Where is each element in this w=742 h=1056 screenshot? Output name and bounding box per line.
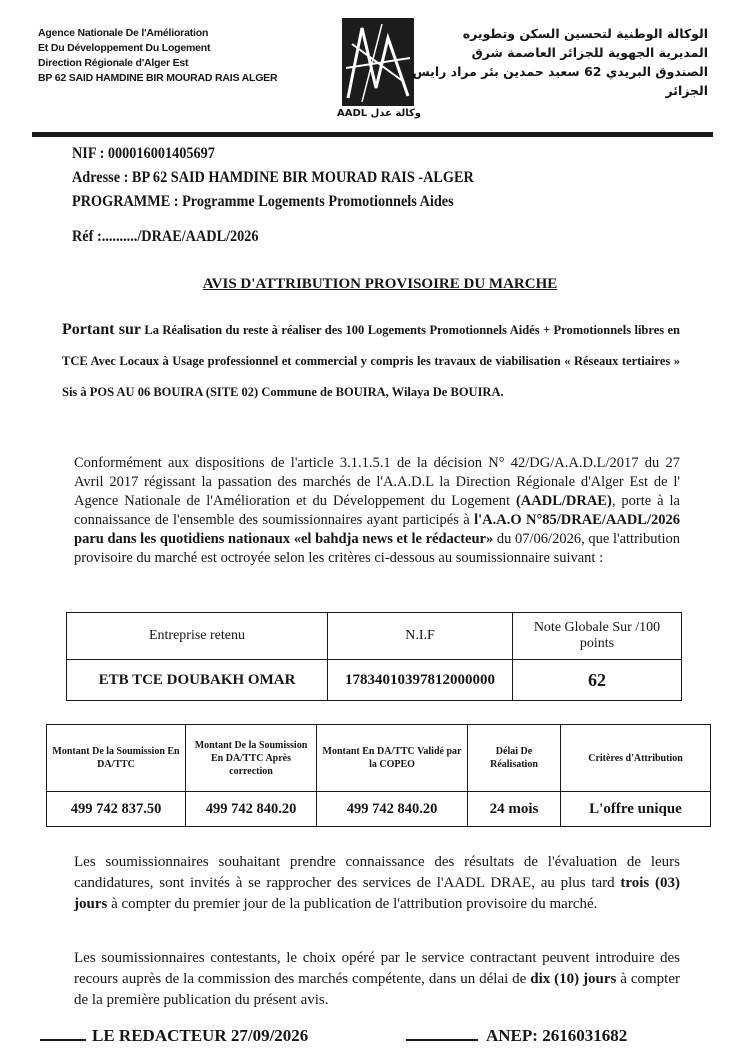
- awardee-table: [66, 612, 682, 701]
- arabic-line-2: المديرية الجهوية للجزائر العاصمة شرق: [471, 45, 708, 60]
- newspaper-date: LE REDACTEUR 27/09/2026: [92, 1026, 309, 1045]
- table-header-cell: Entreprise retenu: [67, 613, 328, 660]
- award-criteria: L'offre unique: [561, 792, 711, 827]
- reference-line: Réf :........../DRAE/AADL/2026: [72, 228, 259, 245]
- logo-mark: [342, 18, 414, 106]
- regulation-paragraph: Conformément aux dispositions de l'article 3.1.1.5.1 de la décision N° 42/DG/A.A.D.L/2017 du 27 Avril 2017 régissant la passation des marchés de l'A.A.D.L la Direction Régionale d'Alger Est de l' Agence Nationale de l'Amélioration et du Développement du Logement (AADL/DRAE), porte à la connaissance de l'ensemble des soumissionnaires ayant participés à l'A.A.O N°85/DRAE/AADL/2026 paru dans les quotidiens nationaux «el bahdja news et le rédacteur» du 07/06/2026, que l'attribution provisoire du marché est octroyée selon les critères ci-dessous au soumissionnaire suivant :: [74, 455, 681, 566]
- arabic-line-4: الجزائر: [665, 83, 708, 98]
- programme-line: [72, 193, 454, 211]
- logo-pattern-icon: [342, 18, 414, 106]
- table-row: [67, 613, 682, 660]
- table-header-cell: Montant En DA/TTC Validé par la COPEO: [317, 725, 468, 792]
- appeal-paragraph: Les soumissionnaires contestants, le choix opéré par le service contractant peuvent introduire des recours auprès de la commission des marchés compétente, dans un délai de dix (10) jours à compter de la première publication du présent avis.: [74, 950, 680, 1008]
- notice-title: AVIS D'ATTRIBUTION PROVISOIRE DU MARCHE: [202, 276, 558, 292]
- agency-name-line-1: Agence Nationale De l'Amélioration: [38, 27, 209, 39]
- table-header-cell: Critères d'Attribution: [561, 725, 711, 792]
- awardee-score: 62: [513, 660, 682, 701]
- programme-value: Programme Logements Promotionnels Aides: [182, 193, 454, 210]
- awardee-nif: 17834010397812000000: [328, 660, 513, 701]
- amounts-table: [46, 724, 711, 827]
- amount-corrected: 499 742 840.20: [186, 792, 317, 827]
- nif-line: NIF : 000016001405697: [72, 145, 215, 162]
- regional-direction: Direction Régionale d'Alger Est: [38, 57, 189, 69]
- anep-number: ANEP: 2616031682: [486, 1026, 628, 1045]
- publication-footer: [40, 1026, 720, 1054]
- header-arabic-block: [412, 24, 708, 100]
- header-french-block: [38, 26, 338, 86]
- subject-text: La Réalisation du reste à réaliser des 100 Logements Promotionnels Aidés + Promotionnels libres en TCE Avec Locaux à Usage professionnel et commercial y compris les travaux de viabilisation « Réseaux tertiaires » Sis à POS AU 06 BOUIRA (SITE 02) Commune de BOUIRA, Wilaya De BOUIRA.: [62, 323, 681, 399]
- consultation-paragraph: Les soumissionnaires souhaitant prendre connaissance des résultats de l'évaluation de leurs candidatures, sont invités à se rapprocher des services de l'AADL DRAE, au plus tard trois (03) jours à compter du premier jour de la publication de l'attribution provisoire du marché.: [74, 854, 680, 912]
- table-header-cell: Montant De la Soumission En DA/TTC: [47, 725, 186, 792]
- subject-lead: Portant sur: [62, 321, 141, 338]
- agency-name-line-2: Et Du Développement Du Logement: [38, 42, 211, 54]
- table-row: [67, 660, 682, 701]
- footer-rule: [406, 1039, 478, 1041]
- table-header-cell: Note Globale Sur /100 points: [513, 613, 682, 660]
- arabic-line-3: الصندوق البريدي 62 سعيد حمدين بئر مراد رايس: [412, 64, 708, 79]
- table-header-cell: Délai De Réalisation: [468, 725, 561, 792]
- table-header-cell: Montant De la Soumission En DA/TTC Après correction: [186, 725, 317, 792]
- table-row: [47, 792, 711, 827]
- address-line: Adresse : BP 62 SAID HAMDINE BIR MOURAD RAIS -ALGER: [72, 169, 474, 186]
- footer-rule: [40, 1039, 86, 1041]
- header-divider: [32, 132, 713, 137]
- programme-label: PROGRAMME :: [72, 193, 179, 210]
- subject-paragraph: [62, 314, 680, 408]
- aadl-logo: [332, 18, 420, 122]
- logo-label: AADL وكالة عدل: [336, 108, 421, 119]
- awardee-name: ETB TCE DOUBAKH OMAR: [67, 660, 328, 701]
- amount-submitted: 499 742 837.50: [47, 792, 186, 827]
- table-header-cell: N.I.F: [328, 613, 513, 660]
- amount-validated: 499 742 840.20: [317, 792, 468, 827]
- arabic-line-1: الوكالة الوطنية لتحسين السكن وتطويره: [462, 26, 708, 41]
- completion-delay: 24 mois: [468, 792, 561, 827]
- agency-address: BP 62 SAID HAMDINE BIR MOURAD RAIS ALGER: [38, 72, 278, 84]
- table-row: [47, 725, 711, 792]
